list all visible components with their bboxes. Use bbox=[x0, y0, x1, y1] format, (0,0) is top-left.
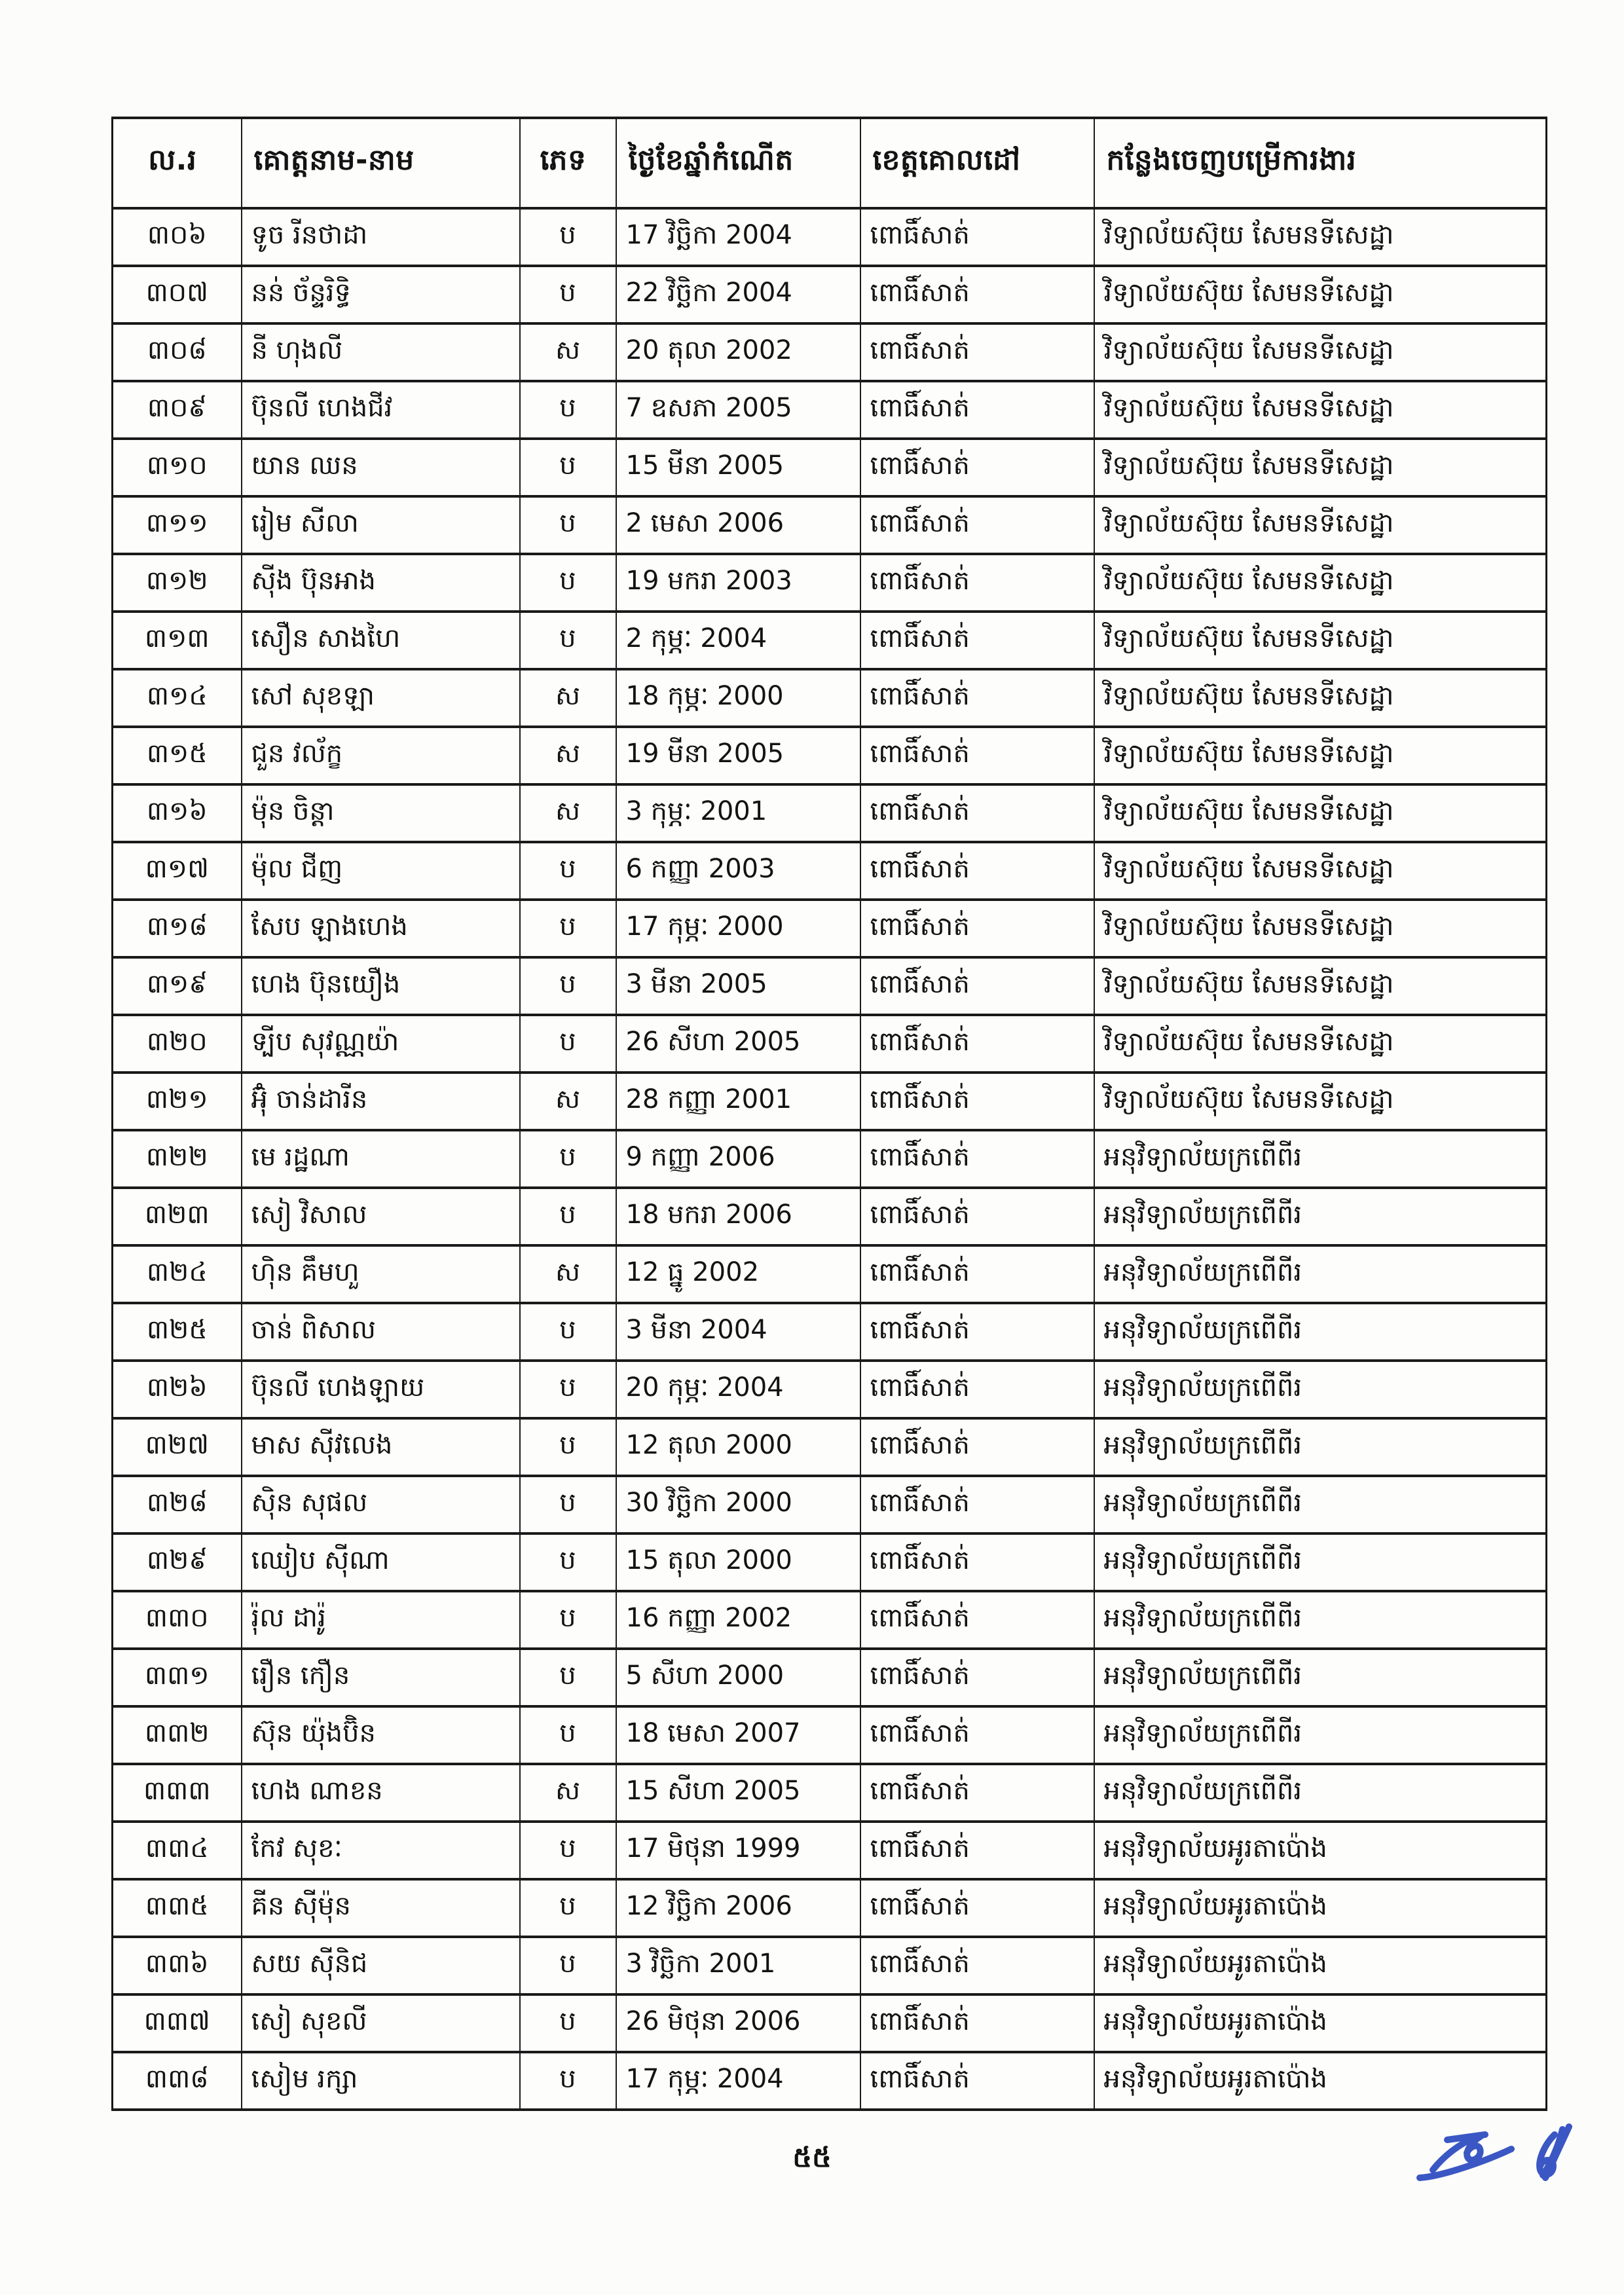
cell-dob: 15 តុលា 2000 bbox=[616, 1533, 860, 1591]
table-row bbox=[113, 612, 1547, 669]
cell-gender: ប bbox=[520, 1015, 616, 1073]
table-row bbox=[113, 1130, 1547, 1188]
table-row bbox=[113, 669, 1547, 727]
cell-gender: ប bbox=[520, 496, 616, 554]
cell-no: ៣៣៦ bbox=[113, 1937, 242, 1994]
cell-workplace: អនុវិទ្យាល័យក្រពើពីរ bbox=[1094, 1764, 1547, 1822]
cell-province: ពោធិ៍សាត់ bbox=[860, 1188, 1094, 1245]
cell-name: រឿន កឿន bbox=[242, 1649, 520, 1706]
table-row bbox=[113, 1649, 1547, 1706]
cell-name: ម៉ុន ចិន្តា bbox=[242, 784, 520, 842]
cell-province: ពោធិ៍សាត់ bbox=[860, 1303, 1094, 1361]
header-province: ខេត្តគោលដៅ bbox=[860, 118, 1094, 208]
cell-gender: ស bbox=[520, 669, 616, 727]
cell-workplace: អនុវិទ្យាល័យអូរតាប៉ោង bbox=[1094, 2052, 1547, 2110]
cell-name: សឿន សាងហៃ bbox=[242, 612, 520, 669]
cell-province: ពោធិ៍សាត់ bbox=[860, 1533, 1094, 1591]
cell-workplace: អនុវិទ្យាល័យក្រពើពីរ bbox=[1094, 1591, 1547, 1649]
table-row bbox=[113, 1533, 1547, 1591]
cell-no: ៣៣៨ bbox=[113, 2052, 242, 2110]
cell-no: ៣២៨ bbox=[113, 1476, 242, 1533]
cell-name: យាន ឈន bbox=[242, 439, 520, 496]
cell-workplace: វិទ្យាល័យស៊ុយ សែមនទីសេដ្ឋា bbox=[1094, 957, 1547, 1015]
cell-name: សយ ស៊ីនិជ bbox=[242, 1937, 520, 1994]
cell-gender: ប bbox=[520, 1361, 616, 1418]
cell-dob: 18 កុម្ភៈ 2000 bbox=[616, 669, 860, 727]
cell-no: ៣២៦ bbox=[113, 1361, 242, 1418]
table-row bbox=[113, 1303, 1547, 1361]
cell-province: ពោធិ៍សាត់ bbox=[860, 439, 1094, 496]
cell-workplace: អនុវិទ្យាល័យអូរតាប៉ោង bbox=[1094, 1937, 1547, 1994]
cell-name: សៅ សុខឡា bbox=[242, 669, 520, 727]
cell-workplace: អនុវិទ្យាល័យក្រពើពីរ bbox=[1094, 1361, 1547, 1418]
cell-province: ពោធិ៍សាត់ bbox=[860, 496, 1094, 554]
cell-name: ប៊ុនលី ហេងជីវ bbox=[242, 381, 520, 439]
cell-name: មេ រដ្ឋណា bbox=[242, 1130, 520, 1188]
cell-workplace: អនុវិទ្យាល័យក្រពើពីរ bbox=[1094, 1476, 1547, 1533]
cell-no: ៣១៧ bbox=[113, 842, 242, 900]
cell-name: ស៊ុន យ៉ុងប៊ិន bbox=[242, 1706, 520, 1764]
cell-name: សែប ឡាងហេង bbox=[242, 900, 520, 957]
cell-workplace: វិទ្យាល័យស៊ុយ សែមនទីសេដ្ឋា bbox=[1094, 612, 1547, 669]
cell-workplace: អនុវិទ្យាល័យក្រពើពីរ bbox=[1094, 1533, 1547, 1591]
cell-name: រៀម សីលា bbox=[242, 496, 520, 554]
cell-name: នន់ ច័ន្ទរិទ្ធិ bbox=[242, 266, 520, 323]
cell-gender: ប bbox=[520, 900, 616, 957]
cell-workplace: វិទ្យាល័យស៊ុយ សែមនទីសេដ្ឋា bbox=[1094, 1073, 1547, 1130]
table-row bbox=[113, 439, 1547, 496]
cell-name: មាស ស៊ីវលេង bbox=[242, 1418, 520, 1476]
cell-gender: ស bbox=[520, 323, 616, 381]
cell-gender: ប bbox=[520, 208, 616, 266]
cell-no: ៣២៣ bbox=[113, 1188, 242, 1245]
cell-workplace: អនុវិទ្យាល័យអូរតាប៉ោង bbox=[1094, 1822, 1547, 1879]
cell-dob: 16 កញ្ញា 2002 bbox=[616, 1591, 860, 1649]
cell-gender: ប bbox=[520, 2052, 616, 2110]
cell-no: ៣១០ bbox=[113, 439, 242, 496]
cell-workplace: វិទ្យាល័យស៊ុយ សែមនទីសេដ្ឋា bbox=[1094, 323, 1547, 381]
cell-dob: 17 វិច្ឆិកា 2004 bbox=[616, 208, 860, 266]
cell-workplace: អនុវិទ្យាល័យក្រពើពីរ bbox=[1094, 1418, 1547, 1476]
cell-no: ៣៣៥ bbox=[113, 1879, 242, 1937]
cell-name: ស៊ីង ប៊ុនអាង bbox=[242, 554, 520, 612]
cell-no: ៣២៥ bbox=[113, 1303, 242, 1361]
cell-province: ពោធិ៍សាត់ bbox=[860, 727, 1094, 784]
cell-workplace: អនុវិទ្យាល័យក្រពើពីរ bbox=[1094, 1649, 1547, 1706]
table-header bbox=[113, 118, 1547, 208]
cell-gender: ស bbox=[520, 727, 616, 784]
cell-name: ឈៀប ស៊ីណា bbox=[242, 1533, 520, 1591]
header-gender: ភេទ bbox=[520, 118, 616, 208]
cell-no: ៣០៩ bbox=[113, 381, 242, 439]
table-row bbox=[113, 1591, 1547, 1649]
cell-gender: ប bbox=[520, 1130, 616, 1188]
cell-gender: ស bbox=[520, 784, 616, 842]
cell-name: ទូច រីនថាដា bbox=[242, 208, 520, 266]
cell-workplace: អនុវិទ្យាល័យក្រពើពីរ bbox=[1094, 1245, 1547, 1303]
cell-name: ចាន់ ពិសាល bbox=[242, 1303, 520, 1361]
cell-workplace: អនុវិទ្យាល័យក្រពើពីរ bbox=[1094, 1706, 1547, 1764]
table-row bbox=[113, 1361, 1547, 1418]
cell-name: ហេង ណាខន bbox=[242, 1764, 520, 1822]
cell-dob: 22 វិច្ឆិកា 2004 bbox=[616, 266, 860, 323]
cell-no: ៣២៤ bbox=[113, 1245, 242, 1303]
table-row bbox=[113, 554, 1547, 612]
cell-dob: 12 វិច្ឆិកា 2006 bbox=[616, 1879, 860, 1937]
cell-workplace: វិទ្យាល័យស៊ុយ សែមនទីសេដ្ឋា bbox=[1094, 842, 1547, 900]
cell-province: ពោធិ៍សាត់ bbox=[860, 381, 1094, 439]
cell-gender: ស bbox=[520, 1245, 616, 1303]
cell-province: ពោធិ៍សាត់ bbox=[860, 1591, 1094, 1649]
cell-workplace: វិទ្យាល័យស៊ុយ សែមនទីសេដ្ឋា bbox=[1094, 381, 1547, 439]
cell-no: ៣១៤ bbox=[113, 669, 242, 727]
cell-province: ពោធិ៍សាត់ bbox=[860, 208, 1094, 266]
cell-province: ពោធិ៍សាត់ bbox=[860, 1130, 1094, 1188]
table-row bbox=[113, 957, 1547, 1015]
cell-name: គីន ស៊ីម៉ុន bbox=[242, 1879, 520, 1937]
cell-no: ៣២២ bbox=[113, 1130, 242, 1188]
cell-name: កែវ សុខៈ bbox=[242, 1822, 520, 1879]
cell-gender: ស bbox=[520, 1764, 616, 1822]
cell-dob: 20 តុលា 2002 bbox=[616, 323, 860, 381]
cell-name: ម៉ុល ជីញ bbox=[242, 842, 520, 900]
cell-workplace: វិទ្យាល័យស៊ុយ សែមនទីសេដ្ឋា bbox=[1094, 496, 1547, 554]
table-body bbox=[113, 208, 1547, 2110]
cell-workplace: អនុវិទ្យាល័យក្រពើពីរ bbox=[1094, 1130, 1547, 1188]
cell-no: ៣០៧ bbox=[113, 266, 242, 323]
page-number: ៥៥ bbox=[792, 2141, 832, 2173]
cell-gender: ប bbox=[520, 1303, 616, 1361]
table-row bbox=[113, 1937, 1547, 1994]
cell-gender: ប bbox=[520, 957, 616, 1015]
header-no: ល.រ bbox=[113, 118, 242, 208]
table-row bbox=[113, 1822, 1547, 1879]
cell-dob: 15 មីនា 2005 bbox=[616, 439, 860, 496]
cell-province: ពោធិ៍សាត់ bbox=[860, 1937, 1094, 1994]
cell-workplace: វិទ្យាល័យស៊ុយ សែមនទីសេដ្ឋា bbox=[1094, 266, 1547, 323]
cell-province: ពោធិ៍សាត់ bbox=[860, 323, 1094, 381]
cell-gender: ប bbox=[520, 1822, 616, 1879]
header-dob: ថ្ងៃខែឆ្នាំកំណើត bbox=[616, 118, 860, 208]
cell-dob: 26 សីហា 2005 bbox=[616, 1015, 860, 1073]
cell-no: ៣២១ bbox=[113, 1073, 242, 1130]
cell-name: នី ហុងលី bbox=[242, 323, 520, 381]
cell-gender: ស bbox=[520, 1073, 616, 1130]
cell-workplace: អនុវិទ្យាល័យអូរតាប៉ោង bbox=[1094, 1879, 1547, 1937]
cell-workplace: វិទ្យាល័យស៊ុយ សែមនទីសេដ្ឋា bbox=[1094, 900, 1547, 957]
cell-gender: ប bbox=[520, 1994, 616, 2052]
cell-workplace: អនុវិទ្យាល័យក្រពើពីរ bbox=[1094, 1188, 1547, 1245]
table-row bbox=[113, 266, 1547, 323]
cell-dob: 30 វិច្ឆិកា 2000 bbox=[616, 1476, 860, 1533]
cell-dob: 26 មិថុនា 2006 bbox=[616, 1994, 860, 2052]
student-roster-table bbox=[111, 117, 1547, 2111]
cell-dob: 12 តុលា 2000 bbox=[616, 1418, 860, 1476]
cell-no: ៣២០ bbox=[113, 1015, 242, 1073]
cell-province: ពោធិ៍សាត់ bbox=[860, 1822, 1094, 1879]
cell-dob: 19 មីនា 2005 bbox=[616, 727, 860, 784]
cell-name: ហ៊ិន គឹមហួ bbox=[242, 1245, 520, 1303]
cell-no: ៣០៨ bbox=[113, 323, 242, 381]
cell-workplace: វិទ្យាល័យស៊ុយ សែមនទីសេដ្ឋា bbox=[1094, 727, 1547, 784]
cell-gender: ប bbox=[520, 1188, 616, 1245]
cell-gender: ប bbox=[520, 266, 616, 323]
cell-no: ៣១៩ bbox=[113, 957, 242, 1015]
cell-name: សៀ សុខលី bbox=[242, 1994, 520, 2052]
table-row bbox=[113, 900, 1547, 957]
cell-name: ស៊ិន សុផល bbox=[242, 1476, 520, 1533]
table-row bbox=[113, 2052, 1547, 2110]
table-row bbox=[113, 842, 1547, 900]
cell-gender: ប bbox=[520, 612, 616, 669]
cell-no: ៣០៦ bbox=[113, 208, 242, 266]
cell-dob: 2 មេសា 2006 bbox=[616, 496, 860, 554]
cell-no: ៣៣២ bbox=[113, 1706, 242, 1764]
cell-dob: 2 កុម្ភៈ 2004 bbox=[616, 612, 860, 669]
table-row bbox=[113, 1879, 1547, 1937]
table-row bbox=[113, 1073, 1547, 1130]
table-row bbox=[113, 1706, 1547, 1764]
cell-workplace: អនុវិទ្យាល័យអូរតាប៉ោង bbox=[1094, 1994, 1547, 2052]
cell-no: ៣១២ bbox=[113, 554, 242, 612]
table-row bbox=[113, 1994, 1547, 2052]
cell-dob: 15 សីហា 2005 bbox=[616, 1764, 860, 1822]
table-row bbox=[113, 323, 1547, 381]
cell-dob: 18 មេសា 2007 bbox=[616, 1706, 860, 1764]
cell-gender: ប bbox=[520, 554, 616, 612]
cell-dob: 17 មិថុនា 1999 bbox=[616, 1822, 860, 1879]
cell-name: ទ្បីប សុវណ្ណយ៉ា bbox=[242, 1015, 520, 1073]
cell-province: ពោធិ៍សាត់ bbox=[860, 266, 1094, 323]
cell-gender: ប bbox=[520, 1706, 616, 1764]
cell-name: សៀ វិសាល bbox=[242, 1188, 520, 1245]
cell-dob: 18 មករា 2006 bbox=[616, 1188, 860, 1245]
cell-workplace: អនុវិទ្យាល័យក្រពើពីរ bbox=[1094, 1303, 1547, 1361]
cell-name: ជួន វល័ក្ខ bbox=[242, 727, 520, 784]
cell-gender: ប bbox=[520, 1533, 616, 1591]
cell-no: ៣៣០ bbox=[113, 1591, 242, 1649]
cell-dob: 6 កញ្ញា 2003 bbox=[616, 842, 860, 900]
cell-province: ពោធិ៍សាត់ bbox=[860, 1073, 1094, 1130]
cell-gender: ប bbox=[520, 842, 616, 900]
cell-province: ពោធិ៍សាត់ bbox=[860, 1706, 1094, 1764]
table-row bbox=[113, 1476, 1547, 1533]
cell-no: ៣៣៤ bbox=[113, 1822, 242, 1879]
cell-dob: 9 កញ្ញា 2006 bbox=[616, 1130, 860, 1188]
table-row bbox=[113, 496, 1547, 554]
cell-province: ពោធិ៍សាត់ bbox=[860, 1245, 1094, 1303]
cell-province: ពោធិ៍សាត់ bbox=[860, 957, 1094, 1015]
table-row bbox=[113, 727, 1547, 784]
cell-name: អ៊ុំ ចាន់ដារីន bbox=[242, 1073, 520, 1130]
cell-gender: ប bbox=[520, 439, 616, 496]
cell-province: ពោធិ៍សាត់ bbox=[860, 1994, 1094, 2052]
cell-workplace: វិទ្យាល័យស៊ុយ សែមនទីសេដ្ឋា bbox=[1094, 554, 1547, 612]
cell-no: ៣៣៧ bbox=[113, 1994, 242, 2052]
cell-province: ពោធិ៍សាត់ bbox=[860, 1015, 1094, 1073]
cell-province: ពោធិ៍សាត់ bbox=[860, 1879, 1094, 1937]
cell-name: សៀម រក្សា bbox=[242, 2052, 520, 2110]
cell-province: ពោធិ៍សាត់ bbox=[860, 1764, 1094, 1822]
table-row bbox=[113, 208, 1547, 266]
cell-dob: 3 មីនា 2005 bbox=[616, 957, 860, 1015]
cell-workplace: វិទ្យាល័យស៊ុយ សែមនទីសេដ្ឋា bbox=[1094, 669, 1547, 727]
cell-name: ប៊ុនលី ហេងឡាយ bbox=[242, 1361, 520, 1418]
cell-dob: 17 កុម្ភៈ 2000 bbox=[616, 900, 860, 957]
cell-province: ពោធិ៍សាត់ bbox=[860, 784, 1094, 842]
table-row bbox=[113, 784, 1547, 842]
cell-province: ពោធិ៍សាត់ bbox=[860, 1361, 1094, 1418]
signature-ink-icon bbox=[1408, 2120, 1604, 2205]
cell-workplace: វិទ្យាល័យស៊ុយ សែមនទីសេដ្ឋា bbox=[1094, 208, 1547, 266]
cell-province: ពោធិ៍សាត់ bbox=[860, 669, 1094, 727]
table-header-row bbox=[113, 118, 1547, 208]
table-row bbox=[113, 1188, 1547, 1245]
cell-name: រ៉ុល ដារ៉ូ bbox=[242, 1591, 520, 1649]
cell-no: ៣៣៣ bbox=[113, 1764, 242, 1822]
cell-province: ពោធិ៍សាត់ bbox=[860, 900, 1094, 957]
cell-dob: 12 ធ្នូ 2002 bbox=[616, 1245, 860, 1303]
cell-no: ៣៣១ bbox=[113, 1649, 242, 1706]
header-workplace: កន្លែងចេញបម្រើការងារ bbox=[1094, 118, 1547, 208]
cell-dob: 3 កុម្ភៈ 2001 bbox=[616, 784, 860, 842]
cell-gender: ប bbox=[520, 1937, 616, 1994]
cell-dob: 17 កុម្ភៈ 2004 bbox=[616, 2052, 860, 2110]
cell-no: ៣១៦ bbox=[113, 784, 242, 842]
cell-no: ៣២៩ bbox=[113, 1533, 242, 1591]
cell-dob: 7 ឧសភា 2005 bbox=[616, 381, 860, 439]
cell-workplace: វិទ្យាល័យស៊ុយ សែមនទីសេដ្ឋា bbox=[1094, 439, 1547, 496]
cell-gender: ប bbox=[520, 1879, 616, 1937]
cell-gender: ប bbox=[520, 381, 616, 439]
cell-province: ពោធិ៍សាត់ bbox=[860, 2052, 1094, 2110]
cell-province: ពោធិ៍សាត់ bbox=[860, 1418, 1094, 1476]
table-row bbox=[113, 1764, 1547, 1822]
cell-workplace: វិទ្យាល័យស៊ុយ សែមនទីសេដ្ឋា bbox=[1094, 1015, 1547, 1073]
cell-no: ៣២៧ bbox=[113, 1418, 242, 1476]
cell-gender: ប bbox=[520, 1418, 616, 1476]
cell-dob: 28 កញ្ញា 2001 bbox=[616, 1073, 860, 1130]
cell-dob: 5 សីហា 2000 bbox=[616, 1649, 860, 1706]
cell-dob: 19 មករា 2003 bbox=[616, 554, 860, 612]
cell-no: ៣១៣ bbox=[113, 612, 242, 669]
table-row bbox=[113, 1245, 1547, 1303]
cell-gender: ប bbox=[520, 1649, 616, 1706]
table-row bbox=[113, 1418, 1547, 1476]
cell-no: ៣១៥ bbox=[113, 727, 242, 784]
cell-dob: 20 កុម្ភៈ 2004 bbox=[616, 1361, 860, 1418]
table-row bbox=[113, 1015, 1547, 1073]
cell-province: ពោធិ៍សាត់ bbox=[860, 1476, 1094, 1533]
cell-province: ពោធិ៍សាត់ bbox=[860, 612, 1094, 669]
cell-province: ពោធិ៍សាត់ bbox=[860, 842, 1094, 900]
cell-gender: ប bbox=[520, 1591, 616, 1649]
cell-no: ៣១៨ bbox=[113, 900, 242, 957]
cell-province: ពោធិ៍សាត់ bbox=[860, 1649, 1094, 1706]
cell-dob: 3 មីនា 2004 bbox=[616, 1303, 860, 1361]
cell-gender: ប bbox=[520, 1476, 616, 1533]
cell-workplace: វិទ្យាល័យស៊ុយ សែមនទីសេដ្ឋា bbox=[1094, 784, 1547, 842]
header-name: គោត្តនាម-នាម bbox=[242, 118, 520, 208]
cell-province: ពោធិ៍សាត់ bbox=[860, 554, 1094, 612]
cell-dob: 3 វិច្ឆិកា 2001 bbox=[616, 1937, 860, 1994]
cell-name: ហេង ប៊ុនយឿង bbox=[242, 957, 520, 1015]
table-row bbox=[113, 381, 1547, 439]
cell-no: ៣១១ bbox=[113, 496, 242, 554]
